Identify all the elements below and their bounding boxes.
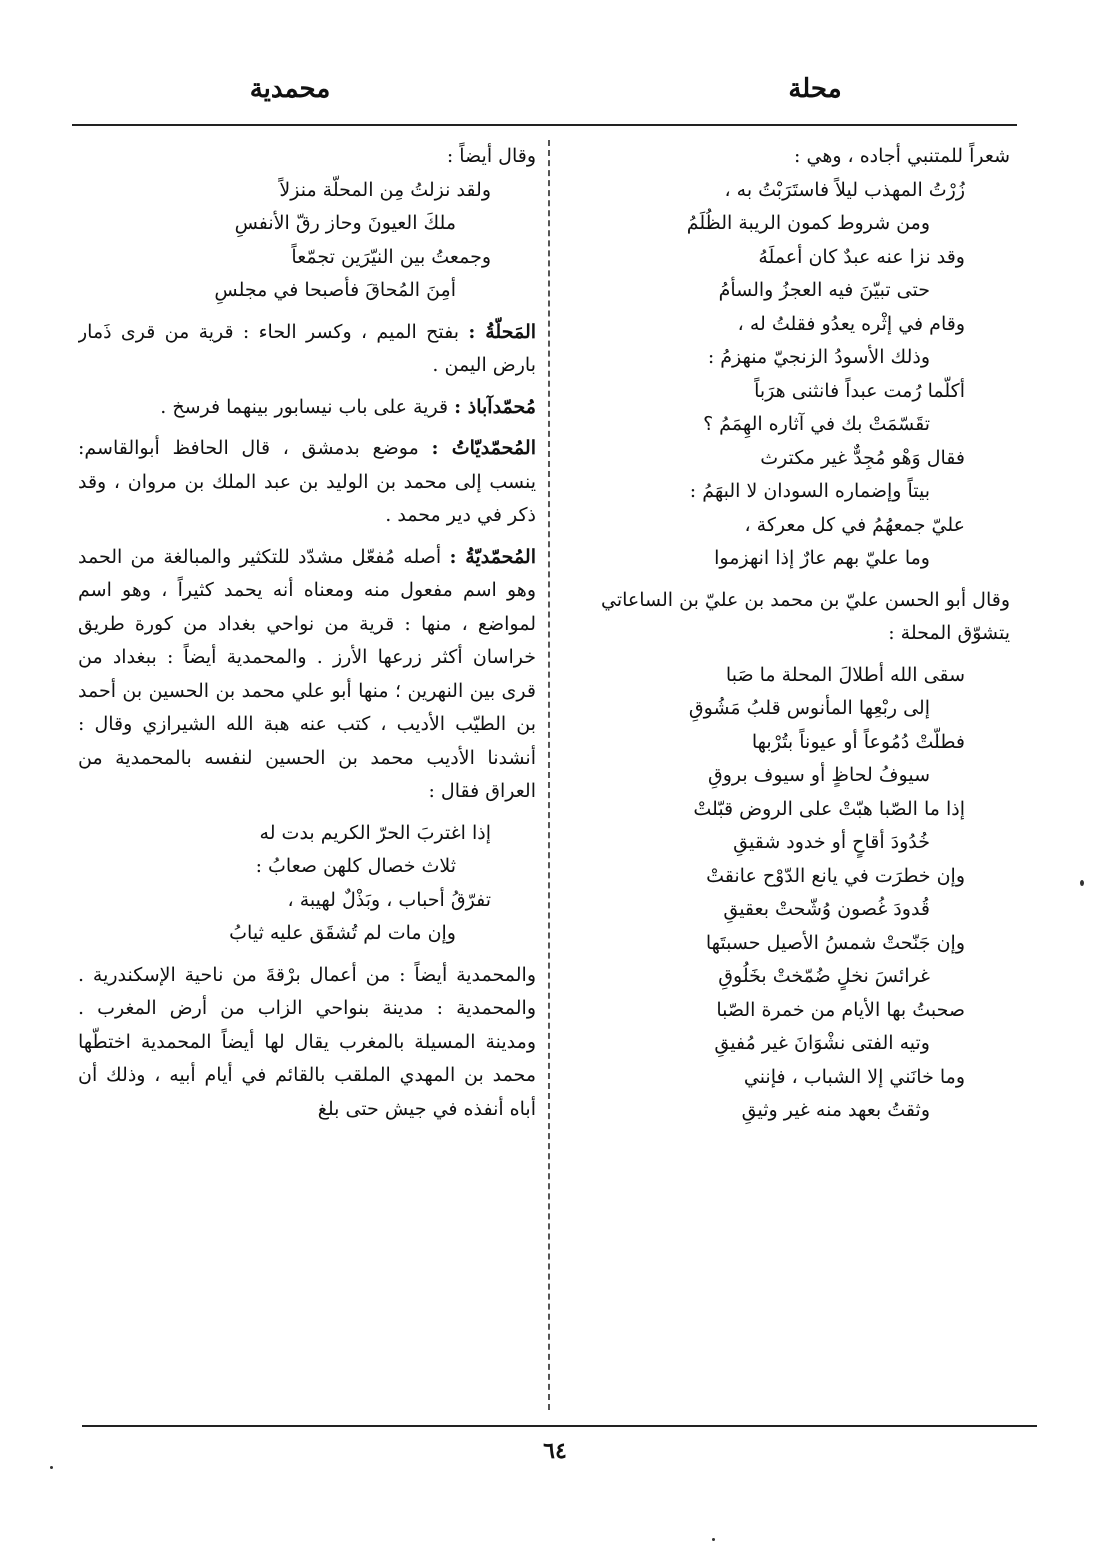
verse-hemistich: فقال وَهْو مُجِدٌّ غير مكترث — [760, 446, 965, 469]
verse-hemistich: تفرّقُ أحباب ، وبَذْلٌ لهيبة ، — [287, 888, 491, 911]
verse-hemistich: وإن خطرَت في يانع الدّوْح عانقتْ — [706, 864, 965, 887]
verse-hemistich: إذا ما الصّبا هبّتْ على الروض قبّلتْ — [693, 797, 965, 820]
entry-headword: مُحمّدآباذ : — [454, 395, 536, 418]
verse-hemistich: غرائسَ نخلٍ ضُمّختْ بخَلُوقِ — [718, 965, 930, 987]
text-line: وقال أيضاً : — [446, 145, 536, 167]
scan-speck — [1080, 880, 1084, 886]
entry-text: بفتح الميم ، وكسر الحاء : قرية من قرى ذَمار بارض اليمن . — [78, 320, 536, 376]
verse-hemistich: سيوفُ لحاظٍ أو سيوف بروقِ — [707, 764, 930, 786]
text-line: وقال أبو الحسن عليّ بن محمد بن عليّ بن الساعاتي — [601, 588, 1010, 611]
verse-hemistich: وقد نزا عنه عبدٌ كان أعملَهُ — [758, 245, 965, 268]
entry-headword: المُحمّديّاتُ : — [431, 437, 536, 459]
entry-text: قرية على باب نيسابور بينهما فرسخ . — [160, 395, 449, 418]
scan-speck — [50, 1466, 53, 1469]
verse-hemistich: قُدودَ غُصون وُشّحتْ بعقيقِ — [723, 898, 930, 920]
text-line: يتشوّق المحلة : — [888, 622, 1010, 644]
verse-hemistich: وإن جَنّحتْ شمسُ الأصيل حسبتَها — [705, 931, 965, 954]
entry-text: موضع بدمشق ، قال الحافظ أبوالقاسم: ينسب إلى محمد بن الوليد بن عبد الملك بن مروان ، وقد ذكر في دير محمد . — [78, 437, 536, 526]
spacer — [78, 809, 536, 817]
spacer — [560, 651, 1010, 659]
paragraph: والمحمدية أيضاً : من أعمال برْقةَ من ناحية الإسكندرية . والمحمدية : مدينة بنواحي الزاب من أرض المغرب . ومدينة المسيلة بالمغرب يقال لها أيضاً المحمدية اختطّها محمد بن المهدي الملقب بالقائم في أيام أبيه ، وذلك أن أباه أنفذه في جيش حتى بلغ — [78, 963, 536, 1120]
verse-hemistich: خُدُودَ أقاحٍ أو خدود شقيقِ — [733, 831, 930, 853]
verse-hemistich: ومن شروط كمون الريبة الظُلَمُ — [686, 212, 930, 234]
verse-hemistich: عليّ جمعهُمُ في كل معركة ، — [744, 513, 965, 536]
dictionary-entry — [78, 316, 536, 383]
verse-hemistich: إلى ربْعِها المأنوس قلبُ مَشُوقِ — [688, 697, 930, 719]
verse-hemistich: وما عليّ بهم عارٌ إذا انهزموا — [714, 547, 930, 569]
spacer — [560, 576, 1010, 584]
spacer — [78, 951, 536, 959]
footer-rule — [82, 1425, 1037, 1427]
column-divider — [548, 140, 551, 1410]
entry-text: أصله مُفعّل مشدّد للتكثير والمبالغة من الحمد وهو اسم مفعول منه ومعناه أنه يحمد كثيراً ، وهو اسم لمواضع ، منها : قرية من نواحي بغداد من كورة طريق خراسان أكثر زرعها الأرز . والمحمدية أيضاً : ببغداد من قرى بين النهرين ؛ منها أبو علي محمد بن الحسين بن أحمد بن الطيّب الأديب ، كتب عنه هبة الله الشيرازي وقال : أنشدنا الأديب محمد بن الحسين لنفسه بالمحمدية من العراق فقال : — [78, 545, 536, 802]
right-column — [560, 140, 1010, 1415]
verse-hemistich: وقام في إثْره يعدُو فقلتُ له ، — [737, 312, 965, 335]
verse-hemistich: سقى الله أطلالَ المحلة ما صَبا — [725, 663, 965, 686]
verse-hemistich: أمِنَ المُحاقَ فأصبحا في مجلسِ — [214, 279, 456, 301]
text-line: شعراً للمتنبي أجاده ، وهي : — [794, 145, 1010, 167]
verse-hemistich: ولقد نزلتُ مِن المحلّة منزلاً — [279, 178, 491, 201]
verse-hemistich: وذلك الأسودُ الزنجيّ منهزمُ : — [707, 346, 930, 368]
header-rule — [72, 124, 1017, 126]
verse-hemistich: وجمعتُ بين النيّرَين تجمّعاً — [291, 245, 491, 268]
spacer — [78, 424, 536, 432]
verse-hemistich: وثقتُ بعهد منه غير وثيقِ — [741, 1099, 930, 1121]
verse-hemistich: وما خانَني إلا الشباب ، فإنني — [743, 1065, 965, 1088]
verse-hemistich: بيتاً وإضماره السودان لا البهَمُ : — [689, 480, 930, 502]
left-column — [78, 140, 536, 1415]
verse-hemistich: زُرْتُ المهذب ليلاً فاستَرَبْتُ به ، — [724, 178, 965, 201]
verse-hemistich: وتيه الفتى نشْوَانَ غير مُفيقِ — [714, 1032, 930, 1054]
verse-hemistich: أكلّما رُمت عبداً فانثنى هرَباً — [754, 379, 965, 402]
scan-speck — [712, 1538, 715, 1541]
dictionary-entry — [78, 541, 536, 809]
entry-headword: المُحمّديّةُ : — [449, 545, 536, 568]
spacer — [78, 308, 536, 316]
spacer — [78, 383, 536, 391]
verse-hemistich: ثلاث خصال كلهن صعابُ : — [255, 855, 456, 877]
dictionary-entry — [78, 391, 536, 425]
page-number: ٦٤ — [543, 1438, 567, 1464]
verse-hemistich: تقَسّمَتْ بك في آثاره الهِمَمُ ؟ — [703, 413, 930, 435]
verse-hemistich: إذا اغتربَ الحرّ الكريم بدت له — [259, 821, 491, 844]
running-head-right: محلة — [788, 74, 842, 104]
verse-hemistich: ملكَ العيونَ وحاز رقّ الأنفسِ — [234, 212, 456, 234]
running-head-left: محمدية — [249, 74, 331, 104]
verse-hemistich: وإن مات لم تُشقَق عليه ثيابُ — [229, 922, 456, 944]
verse-hemistich: فطلّتْ دُمُوعاً أو عيوناً بتُرْبها — [751, 730, 965, 753]
entry-headword: المَحلّةُ : — [468, 320, 536, 343]
verse-hemistich: حتى تبيّنَ فيه العجزُ والسأمُ — [718, 279, 930, 301]
spacer — [78, 533, 536, 541]
dictionary-entry — [78, 432, 536, 533]
verse-hemistich: صحبتُ بها الأيام من خمرة الصّبا — [716, 998, 965, 1021]
